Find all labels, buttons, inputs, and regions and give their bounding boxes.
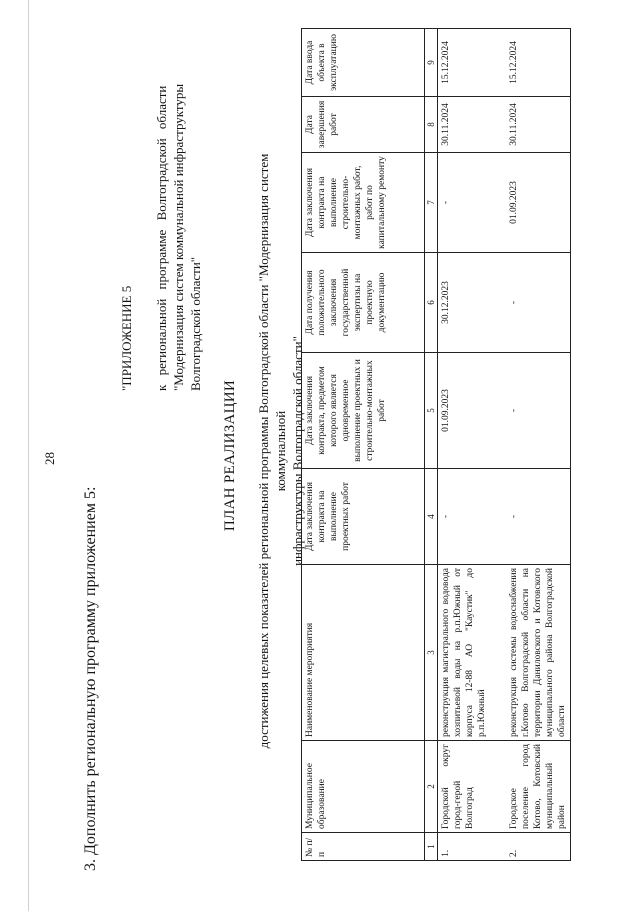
column-number: 4	[425, 469, 438, 565]
date-cell: 30.11.2024	[506, 97, 571, 153]
column-number: 9	[425, 29, 438, 97]
column-number-row	[425, 29, 438, 861]
date-cell: 30.12.2023	[438, 253, 491, 353]
municipality-cell: Городское поселение город Котово, Котовский муниципальный район	[506, 741, 571, 833]
date-cell: 01.09.2023	[506, 153, 571, 253]
date-cell: 15.12.2024	[506, 29, 571, 97]
header-cell: Муниципальное образование	[302, 741, 425, 833]
row-spacer	[490, 29, 506, 861]
header-cell: Дата заключения контракта на выполнение строительно-монтажных работ, работ по капитальному ремонту	[302, 153, 425, 253]
header-cell: Дата получения положительного заключения государственной экспертизы на проектную документацию	[302, 253, 425, 353]
date-cell: 30.11.2024	[438, 97, 491, 153]
header-cell: Дата ввода объекта в эксплуатацию	[302, 29, 425, 97]
table-header-row	[302, 29, 425, 861]
date-cell: 15.12.2024	[438, 29, 491, 97]
date-cell: 01.09.2023	[438, 353, 491, 469]
activity-cell: реконструкция системы водоснабжения г.Котово Волгоградской области на территории Даниловского и Котовского муниципального района Волгоградской области	[506, 565, 571, 741]
table-row	[438, 29, 491, 861]
header-cell: Дата заключения контракта, предметом которого является одновременное выполнение проектных и строительно-монтажных работ	[302, 353, 425, 469]
column-number: 3	[425, 565, 438, 741]
column-number: 2	[425, 741, 438, 833]
date-cell: -	[506, 469, 571, 565]
row-number: 1.	[438, 833, 491, 861]
implementation-plan-table	[301, 28, 571, 861]
header-cell: Наименование мероприятия	[302, 565, 425, 741]
column-number: 1	[425, 833, 438, 861]
date-cell: -	[506, 353, 571, 469]
header-cell: Дата завершения работ	[302, 97, 425, 153]
page-number: 28	[42, 452, 57, 465]
date-cell: -	[438, 469, 491, 565]
plan-subtitle	[255, 141, 306, 761]
header-cell: Дата заключения контракта на выполнение проектных работ	[302, 469, 425, 565]
date-cell: -	[438, 153, 491, 253]
appendix-line: Волгоградской области"	[188, 256, 203, 391]
column-number: 5	[425, 353, 438, 469]
appendix-line: к региональной программе Волгоградской области	[154, 85, 169, 391]
plan-subtitle-line: инфраструктуры Волгоградской области"	[290, 336, 305, 566]
row-number: 2.	[506, 833, 571, 861]
appendix-title: "ПРИЛОЖЕНИЕ 5	[119, 285, 134, 391]
municipality-cell: Городской округ город-герой Волгоград	[438, 741, 491, 833]
plan-title: ПЛАН РЕАЛИЗАЦИИ	[222, 379, 238, 532]
activity-cell: реконструкция магистрального водовода хозпитьевой воды на р.п.Южный от корпуса 12-88 АО "Каустик" до р.п.Южный	[438, 565, 491, 741]
plan-subtitle-line: достижения целевых показателей региональной программы Волгоградской области "Модернизация систем коммунальной	[256, 153, 288, 749]
date-cell: -	[506, 253, 571, 353]
header-cell: № п/п	[302, 833, 425, 861]
intro-paragraph: 3. Дополнить региональную программу приложением 5:	[82, 486, 99, 871]
appendix-header	[118, 51, 204, 391]
table-row	[506, 29, 571, 861]
column-number: 8	[425, 97, 438, 153]
appendix-line: "Модернизация систем коммунальной инфраструктуры	[171, 83, 186, 391]
column-number: 6	[425, 253, 438, 353]
column-number: 7	[425, 153, 438, 253]
